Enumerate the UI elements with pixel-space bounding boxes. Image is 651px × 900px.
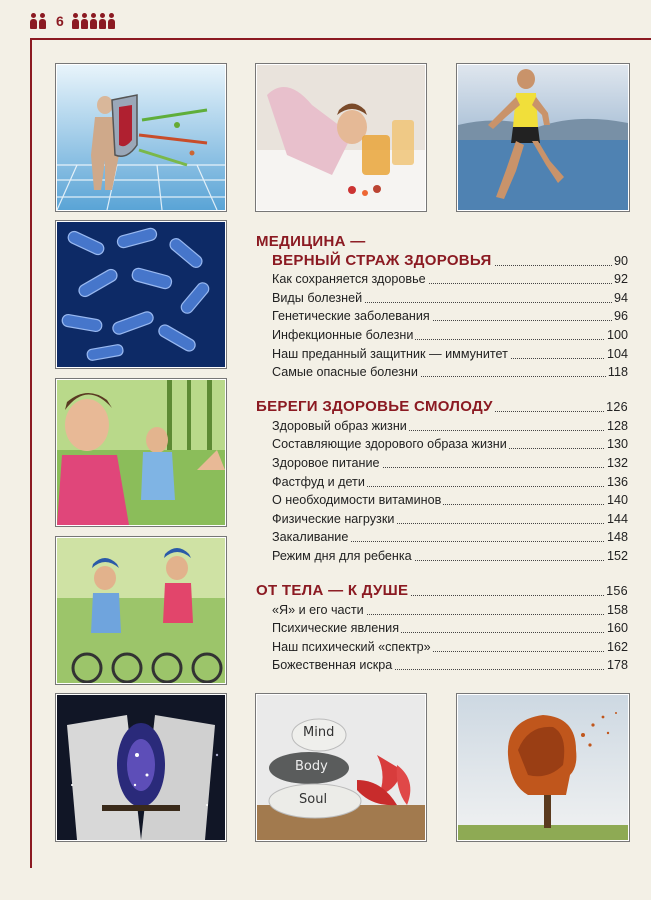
page-ref: 118 xyxy=(607,365,628,380)
page-ref: 94 xyxy=(613,290,628,305)
page-ref: 162 xyxy=(606,639,628,654)
page-ref: 140 xyxy=(606,493,628,508)
toc-entry[interactable] xyxy=(256,637,628,656)
page-ref: 178 xyxy=(606,658,628,673)
entry-title: Здоровый образ жизни xyxy=(272,418,407,433)
page-ref: 100 xyxy=(606,327,628,342)
people-icon-pair xyxy=(30,13,46,29)
page-ref: 152 xyxy=(606,548,628,563)
page-ref: 128 xyxy=(606,418,628,433)
page-header xyxy=(0,0,651,40)
toc-entry[interactable] xyxy=(256,325,628,344)
stone-word-mind: Mind xyxy=(303,725,335,740)
page-ref: 96 xyxy=(613,309,628,324)
entry-title: Самые опасные болезни xyxy=(272,365,418,380)
page-number: 6 xyxy=(56,13,64,29)
entry-title: Наш психический «спектр» xyxy=(272,639,431,654)
entry-title: Физические нагрузки xyxy=(272,511,395,526)
toc-entry[interactable] xyxy=(256,600,628,619)
page-ref: 156 xyxy=(606,583,628,598)
section-title-medicine-line1: МЕДИЦИНА — xyxy=(256,233,366,250)
toc-entry[interactable] xyxy=(256,546,628,565)
toc-entry[interactable] xyxy=(256,509,628,528)
table-of-contents xyxy=(256,232,628,674)
person-icon xyxy=(81,13,88,29)
entry-title: О необходимости витаминов xyxy=(272,493,442,508)
stone-word-body: Body xyxy=(295,759,328,774)
toc-entry[interactable] xyxy=(256,528,628,547)
entry-title: Психические явления xyxy=(272,621,400,636)
toc-entry[interactable] xyxy=(256,472,628,491)
entry-title: Инфекционные болезни xyxy=(272,327,414,342)
page-ref: 148 xyxy=(606,530,628,545)
page-ref: 136 xyxy=(606,474,628,489)
toc-entry[interactable] xyxy=(256,288,628,307)
section-title: ВЕРНЫЙ СТРАЖ ЗДОРОВЬЯ xyxy=(272,251,492,269)
entry-title: Виды болезней xyxy=(272,290,363,305)
toc-section-body-to-soul[interactable] xyxy=(256,581,628,600)
toc-entry[interactable] xyxy=(256,344,628,363)
toc-entry[interactable] xyxy=(256,619,628,638)
person-icon xyxy=(72,13,79,29)
section-gap xyxy=(256,565,628,581)
person-icon xyxy=(39,13,46,29)
entry-title: Наш преданный защитник — иммунитет xyxy=(272,346,508,361)
page-ref: 132 xyxy=(606,455,628,470)
page-ref: 90 xyxy=(613,253,628,268)
stone-word-soul: Soul xyxy=(299,792,328,807)
photo-immune-shield xyxy=(56,64,226,211)
section-title: ОТ ТЕЛА — К ДУШЕ xyxy=(256,581,409,599)
entry-title: Генетические заболевания xyxy=(272,309,430,324)
page-ref: 92 xyxy=(613,272,628,287)
entry-title: Фастфуд и дети xyxy=(272,474,365,489)
entry-title: Режим дня для ребенка xyxy=(272,548,412,563)
section-title: БЕРЕГИ ЗДОРОВЬЕ СМОЛОДУ xyxy=(256,398,493,416)
toc-section-medicine[interactable] xyxy=(256,251,628,270)
page-ref: 130 xyxy=(606,437,628,452)
entry-title: Закаливание xyxy=(272,530,349,545)
person-icon xyxy=(108,13,115,29)
toc-entry[interactable] xyxy=(256,416,628,435)
entry-title: Здоровое питание xyxy=(272,455,380,470)
toc-entry[interactable] xyxy=(256,307,628,326)
people-icon-group xyxy=(72,13,115,29)
photo-mind-body-soul xyxy=(256,694,426,841)
frame-left-rule xyxy=(30,38,32,868)
photo-tree-head xyxy=(457,694,629,841)
photo-cosmic-chest xyxy=(56,694,226,841)
toc-entry[interactable] xyxy=(256,453,628,472)
photo-runner xyxy=(457,64,629,211)
entry-title: «Я» и его части xyxy=(272,602,364,617)
photo-kids-bikes xyxy=(56,537,226,684)
page-ref: 104 xyxy=(606,346,628,361)
page-ref: 158 xyxy=(606,602,628,617)
person-icon xyxy=(30,13,37,29)
entry-title: Составляющие здорового образа жизни xyxy=(272,437,507,452)
page-ref: 160 xyxy=(606,621,628,636)
section-gap xyxy=(256,381,628,397)
photo-sick-man xyxy=(256,64,426,211)
toc-entry[interactable] xyxy=(256,435,628,454)
toc-section-youth-health[interactable] xyxy=(256,397,628,416)
toc-entry[interactable] xyxy=(256,363,628,382)
toc-entry[interactable] xyxy=(256,491,628,510)
photo-kids-flexing xyxy=(56,379,226,526)
entry-title: Как сохраняется здоровье xyxy=(272,272,426,287)
page-ref: 126 xyxy=(606,400,628,415)
page-ref: 144 xyxy=(606,511,628,526)
photo-bacteria xyxy=(56,221,226,368)
toc-entry[interactable] xyxy=(256,270,628,289)
frame-top-rule xyxy=(30,38,651,40)
toc-entry[interactable] xyxy=(256,656,628,675)
person-icon xyxy=(99,13,106,29)
person-icon xyxy=(90,13,97,29)
entry-title: Божественная искра xyxy=(272,658,393,673)
